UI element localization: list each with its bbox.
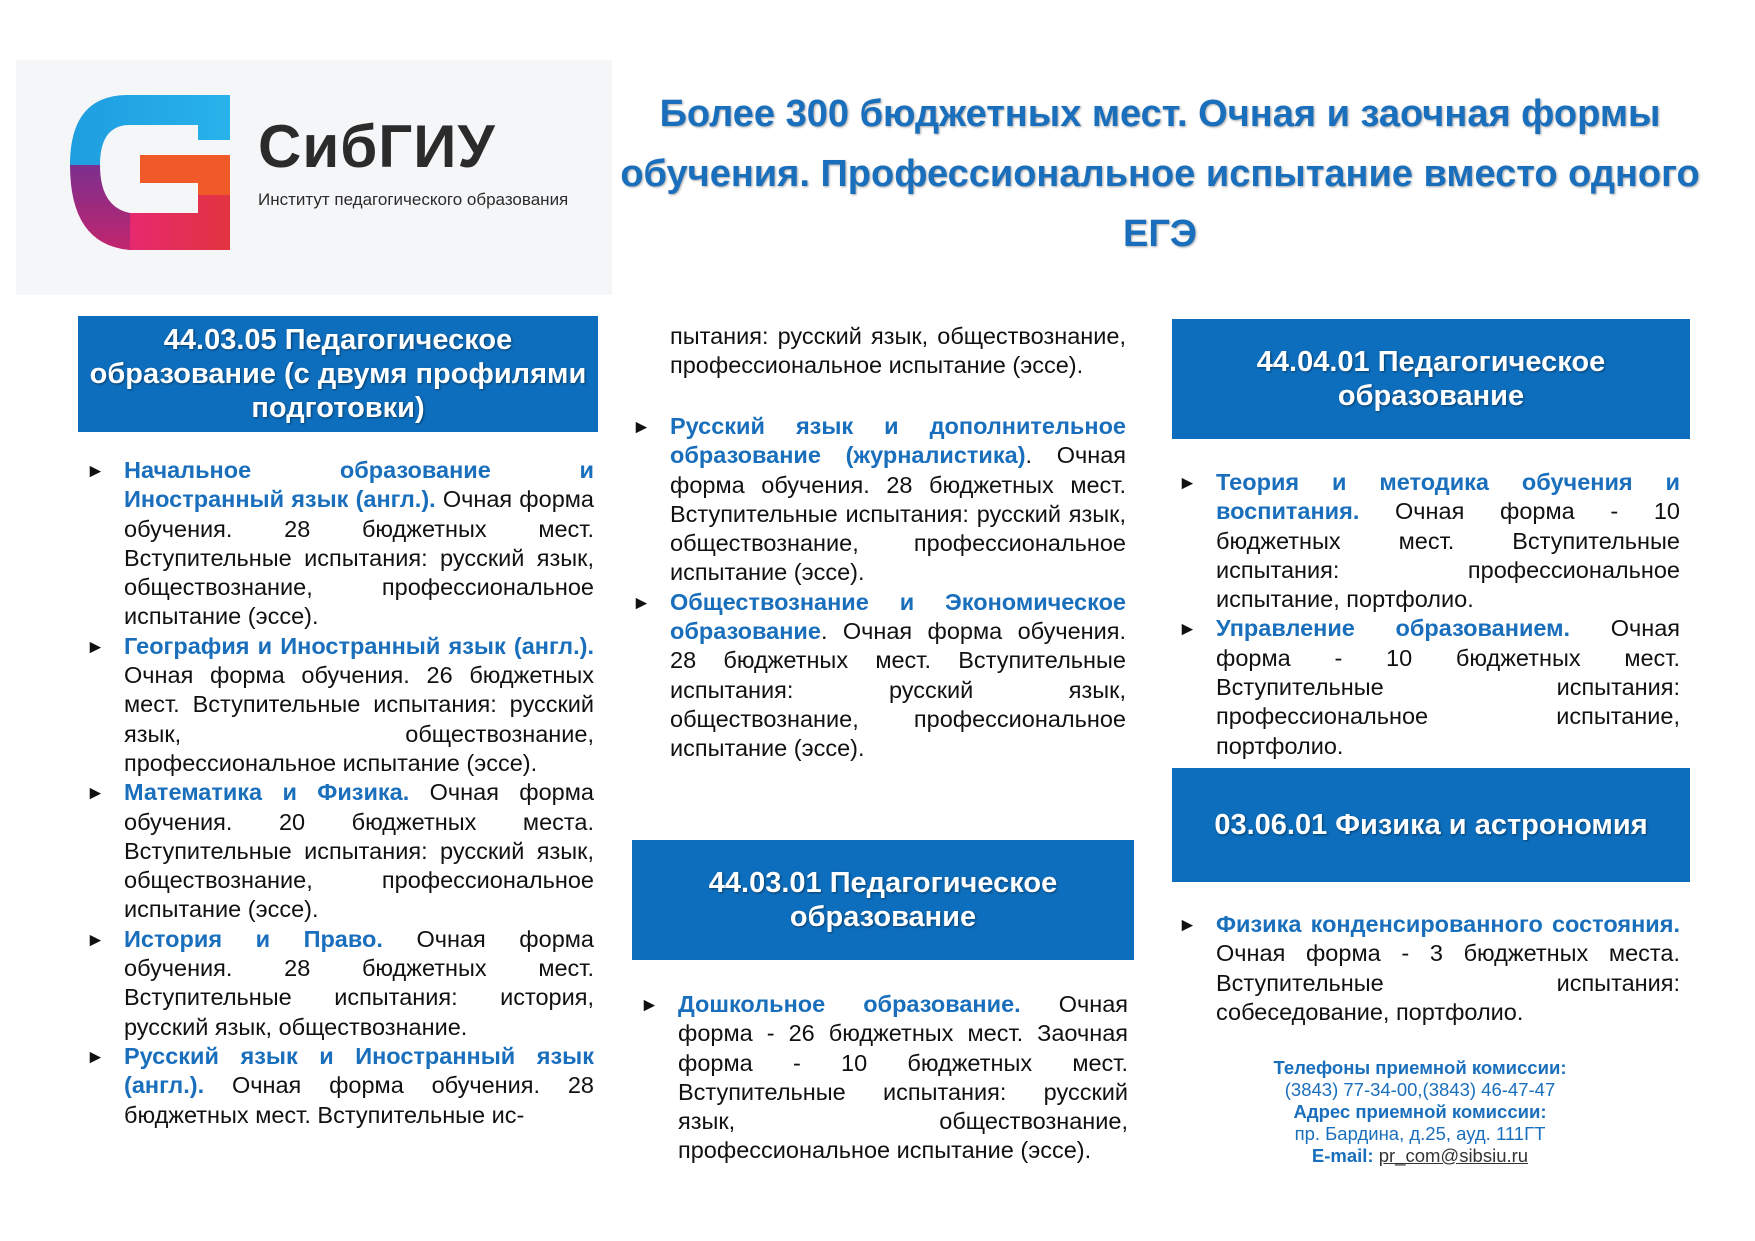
email-line — [1170, 1145, 1670, 1167]
profile-name: История и Право. — [124, 925, 383, 952]
profile-name: Обществознание и Экономическое образование — [670, 588, 1126, 645]
program-list-col3-b — [1178, 910, 1680, 1027]
bullet-arrow-icon: ► — [1178, 619, 1197, 641]
continuation-text: пытания: русский язык, обществознание, профессиональное испытание (эссе). — [670, 323, 1126, 379]
profile-details: Очная форма - 10 бюджетных мест. Вступительные испытания: профессиональное испытание, портфолио. — [1216, 498, 1680, 613]
list-item — [86, 1042, 594, 1130]
profile-name: Теория и методика обучения и воспитания. — [1216, 469, 1680, 525]
profile-name: Дошкольное образование. — [678, 991, 1021, 1017]
profile-details: Очная форма обучения. 28 бюджетных мест. Вступительные испытания: русский язык, обществознание, профессиональное испытание (эссе). — [124, 486, 594, 630]
bullet-arrow-icon: ► — [1178, 915, 1197, 936]
address-label: Адрес приемной комиссии: — [1293, 1101, 1547, 1122]
profile-details: Очная форма обучения. 28 бюджетных мест. Вступительные ис- — [124, 1072, 594, 1128]
list-item — [1178, 614, 1680, 760]
brand-name: СибГИУ — [258, 113, 496, 180]
address-value: пр. Бардина, д.25, ауд. 111ГТ — [1294, 1123, 1546, 1144]
bullet-arrow-icon: ► — [86, 929, 105, 951]
brand-subtitle: Институт педагогического образования — [258, 190, 569, 209]
bullet-arrow-icon: ► — [632, 417, 651, 438]
program-list-col2-b — [640, 990, 1128, 1166]
profile-name: Математика и Физика. — [124, 779, 410, 806]
list-item — [632, 412, 1126, 588]
list-item — [1178, 910, 1680, 1027]
bullet-arrow-icon: ► — [86, 636, 105, 658]
list-item — [632, 588, 1126, 764]
profile-name: Русский язык и дополнительное образование (журналистика) — [670, 413, 1126, 469]
profile-details: Очная форма - 3 бюджетных места. Вступительные испытания: собеседование, портфолио. — [1216, 940, 1680, 1025]
bullet-arrow-icon: ► — [632, 592, 651, 614]
program-title-44-04-01: 44.04.01 Педагогическое образование — [1172, 319, 1690, 439]
list-item — [640, 990, 1128, 1166]
sibgiu-logo-icon — [70, 95, 230, 250]
profile-details: . Очная форма обучения. 28 бюджетных мест. Вступительные испытания: русский язык, обществознание, профессиональное испытание (эссе). — [670, 618, 1126, 762]
program-title-44-03-05: 44.03.05 Педагогическое образование (с двумя профилями подготовки) — [78, 316, 598, 432]
profile-name: Физика конденсированного состояния. — [1216, 911, 1680, 937]
program-title-44-03-01: 44.03.01 Педагогическое образование — [632, 840, 1134, 960]
bullet-arrow-icon: ► — [1178, 473, 1197, 494]
program-list-col1 — [86, 456, 594, 1130]
contacts-block — [1170, 1057, 1670, 1167]
profile-details: Очная форма обучения. 28 бюджетных мест. Вступительные испытания: история, русский язык, обществознание. — [124, 925, 594, 1040]
list-item — [86, 925, 594, 1042]
profile-details: . Очная форма обучения. 28 бюджетных мест. Вступительные испытания: русский язык, обществознание, профессиональное испытание (эссе). — [670, 442, 1127, 586]
profile-name: Управление образованием. — [1216, 615, 1571, 642]
profile-name: Русский язык и Иностранный язык (англ.). — [124, 1042, 594, 1099]
program-list-col3 — [1178, 468, 1680, 761]
profile-name: Начальное образование и Иностранный язык (англ.). — [124, 457, 594, 513]
profile-details: Очная форма - 10 бюджетных мест. Вступительные испытания: профессиональное испытание, портфолио. — [1216, 615, 1680, 759]
bullet-arrow-icon: ► — [640, 995, 659, 1016]
profile-details: Очная форма обучения. 26 бюджетных мест. Вступительные испытания: русский язык, обществознание, профессиональное испытание (эссе). — [124, 662, 594, 776]
phones-value: (3843) 77-34-00,(3843) 46-47-47 — [1284, 1079, 1556, 1100]
phones-label: Телефоны приемной комиссии: — [1273, 1057, 1567, 1078]
bullet-arrow-icon: ► — [86, 783, 105, 805]
headline: Более 300 бюджетных мест. Очная и заочная формы обучения. Профессиональное испытание вместо одного ЕГЭ — [620, 93, 1700, 255]
bullet-arrow-icon: ► — [86, 1046, 105, 1068]
list-item — [86, 778, 594, 924]
profile-details: Очная форма - 26 бюджетных мест. Заочная форма - 10 бюджетных мест. Вступительные испытания: русский язык, обществознание, профессиональное испытание (эссе). — [678, 991, 1128, 1164]
email-label: E-mail: — [1311, 1145, 1374, 1166]
bullet-arrow-icon: ► — [86, 461, 105, 482]
profile-name: География и Иностранный язык (англ.). — [124, 632, 594, 659]
list-item — [1178, 468, 1680, 614]
program-title-03-06-01: 03.06.01 Физика и астрономия — [1172, 768, 1690, 882]
email-link[interactable]: pr_com@sibsiu.ru — [1378, 1145, 1529, 1166]
list-item — [86, 632, 594, 778]
list-item — [86, 456, 594, 632]
program-list-col2 — [632, 412, 1126, 764]
profile-details: Очная форма обучения. 20 бюджетных места. Вступительные испытания: русский язык, обществознание, профессиональное испытание (эссе). — [124, 779, 594, 923]
